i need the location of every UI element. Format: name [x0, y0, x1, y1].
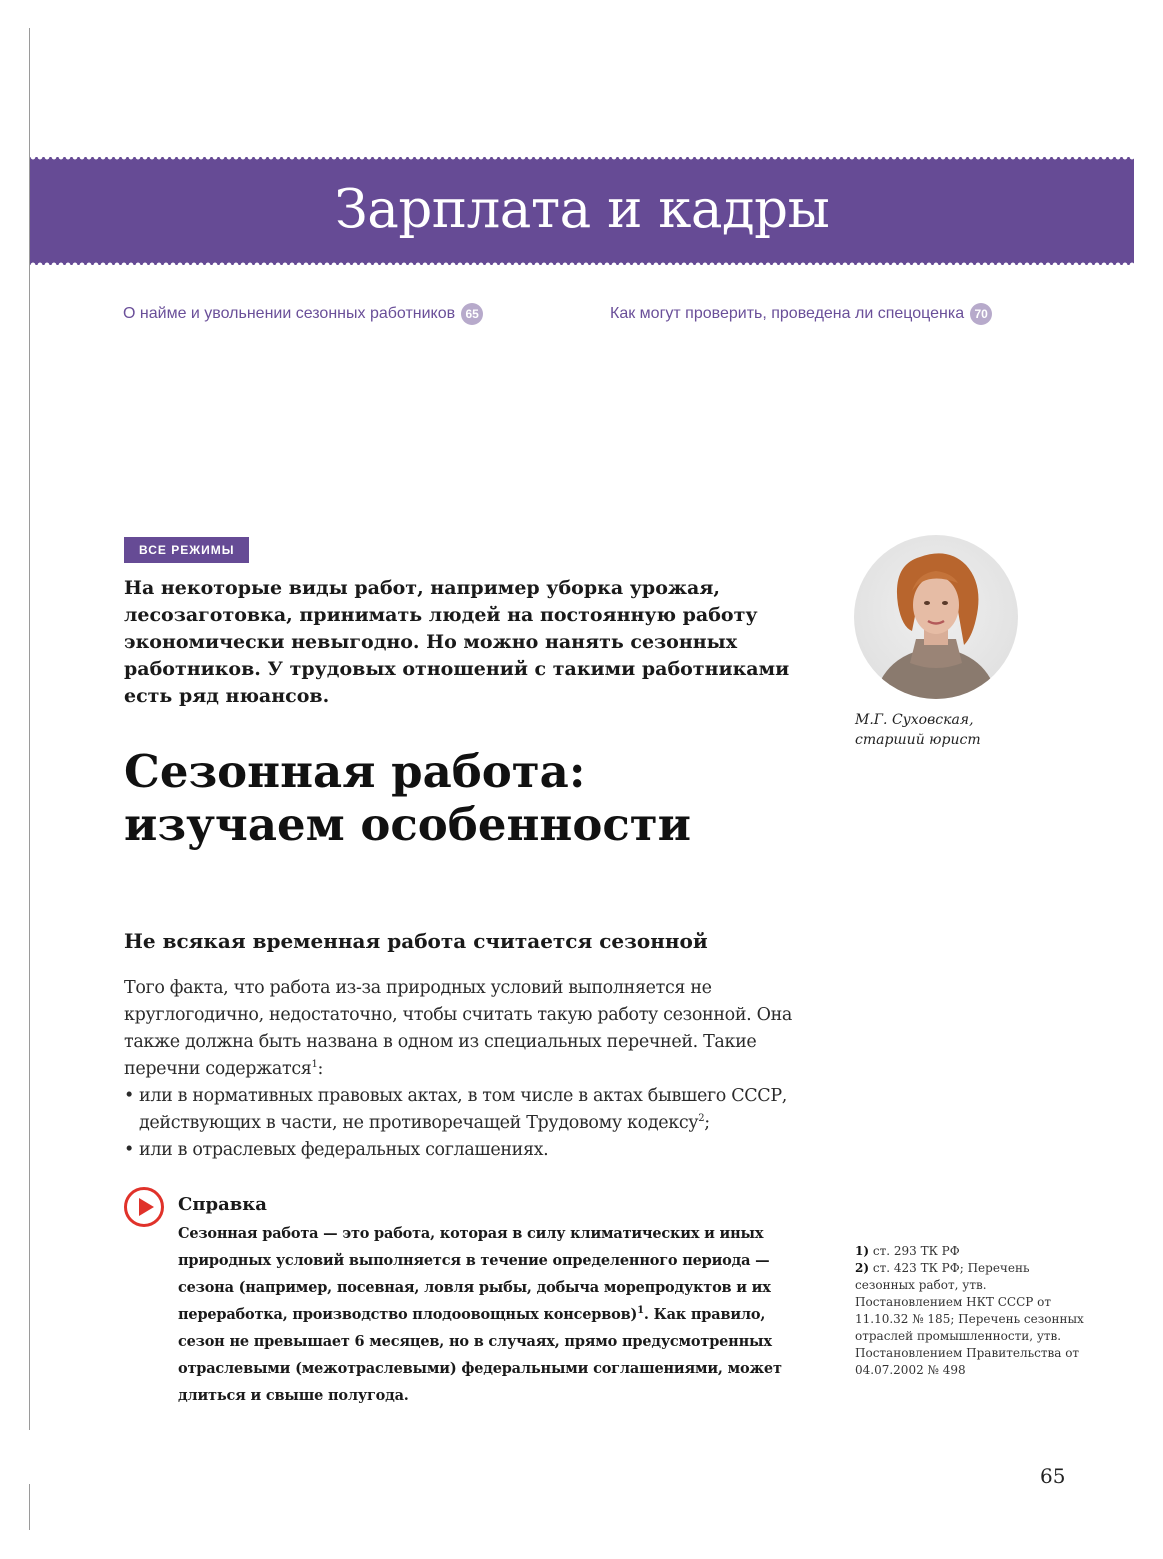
body-paragraph: [124, 975, 814, 1083]
author-photo: [854, 535, 1018, 699]
article-title: [124, 745, 824, 851]
footnotes: [855, 1243, 1085, 1379]
reference-text-part-1-end: .: [643, 1306, 649, 1323]
article-lead: На некоторые виды работ, например уборка урожая, лесозаготовка, принимать людей на постоянную работу экономически невыгодно. Но можно нанять сезонных работников. У трудовых отношений с такими работниками есть ряд нюансов.: [124, 577, 790, 707]
footnote-number: 1): [855, 1244, 870, 1258]
author-portrait-illustration: [854, 535, 1018, 699]
list-item-end: ;: [704, 1113, 710, 1133]
list-item-text: или в отраслевых федеральных соглашениях.: [139, 1140, 549, 1160]
author-role: старший юрист: [855, 732, 981, 748]
reference-text: [178, 1220, 808, 1409]
nav-link-seasonal-hiring[interactable]: [123, 303, 483, 325]
author-name: М.Г. Суховская,: [855, 712, 974, 728]
footnote-item: [855, 1260, 1085, 1379]
body-intro-end: :: [317, 1059, 324, 1079]
footnote-ref: 2: [698, 1113, 705, 1125]
list-item-text: или в нормативных правовых актах, в том числе в актах бывшего СССР, действующих в части, не противоречащей Трудовому кодексу: [139, 1086, 787, 1133]
nav-link-label: Как могут проверить, проведена ли спецоценка: [610, 305, 965, 322]
nav-link-special-assessment[interactable]: [610, 303, 992, 325]
footnote-item: [855, 1243, 1085, 1260]
list-item: [124, 1083, 814, 1137]
body-intro-text: Того факта, что работа из-за природных условий выполняется не круглогодично, недостаточно, чтобы считать такую работу сезонной. Она также должна быть названа в одном из специальных перечней. Такие перечни содержатся: [124, 978, 792, 1079]
reference-title: Справка: [178, 1194, 267, 1215]
play-circle-icon: [123, 1186, 165, 1228]
section-body: [124, 975, 814, 1164]
footnote-text: ст. 293 ТК РФ: [872, 1244, 960, 1258]
page-badge: 65: [461, 303, 483, 325]
bullet-list: [124, 1083, 814, 1164]
article-title-line-2: изучаем особенности: [124, 798, 692, 851]
reference-text-part-2: Как правило, сезон не превышает 6 месяцев, но в случаях, прямо предусмотренных отраслевыми (межотраслевыми) федеральными соглашениями, может длиться и свыше полугода.: [178, 1306, 782, 1404]
tax-regime-tag: ВСЕ РЕЖИМЫ: [124, 537, 249, 563]
reference-text-part-1: Сезонная работа — это работа, которая в силу климатических и иных природных условий выполняется в течение определенного периода — сезона (например, посевная, ловля рыбы, добыча морепродуктов и их переработка, производство плодоовощных консервов): [178, 1225, 771, 1323]
nav-link-label: О найме и увольнении сезонных работников: [123, 305, 456, 322]
page-badge: 70: [970, 303, 992, 325]
author-caption: [855, 710, 981, 750]
footnote-number: 2): [855, 1261, 870, 1275]
page-edge-line-lower: [29, 1484, 30, 1530]
page-number: 65: [1040, 1464, 1066, 1488]
article-title-line-1: Сезонная работа:: [124, 745, 586, 798]
section-heading: Не всякая временная работа считается сезонной: [124, 929, 708, 953]
footnote-text: ст. 423 ТК РФ; Перечень сезонных работ, утв. Постановлением НКТ СССР от 11.10.32 № 185; Перечень сезонных отраслей промышленности, утв. Постановлением Правительства от 04.07.2002 № 498: [855, 1261, 1084, 1377]
footnote-ref: 1: [637, 1305, 644, 1317]
section-banner: [30, 157, 1134, 265]
section-title: Зарплата и кадры: [334, 179, 830, 240]
list-item: [124, 1137, 814, 1164]
footnote-ref: 1: [311, 1059, 318, 1071]
